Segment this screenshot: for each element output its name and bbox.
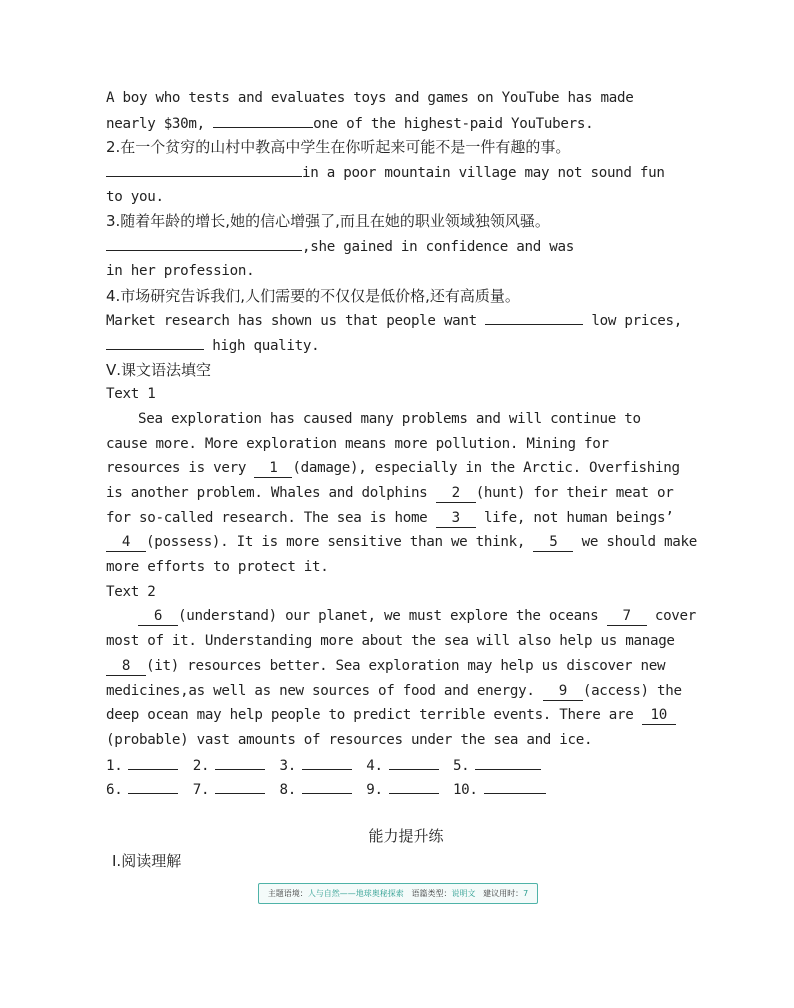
answer-blank[interactable] — [106, 234, 302, 251]
blank-number[interactable]: 3 — [436, 510, 476, 528]
text: resources is very — [106, 460, 247, 477]
text: is another problem. Whales and dolphins — [106, 485, 428, 501]
text-line: in her profession. — [106, 262, 255, 279]
answer-label: 3. — [279, 757, 296, 774]
answer-label: 7. — [192, 782, 210, 799]
text-title: Text 1 — [106, 386, 156, 403]
text-line — [106, 456, 706, 481]
answer-label: 10. — [452, 782, 478, 799]
answer-label: 1. — [106, 757, 123, 774]
answer-label: 8. — [279, 782, 296, 799]
text-line — [106, 679, 706, 704]
blank-number[interactable]: 4 — [106, 534, 146, 552]
answer-label: 4. — [366, 757, 383, 774]
time-value: 7 — [523, 889, 529, 898]
text-line — [106, 654, 706, 679]
blank-number[interactable]: 2 — [436, 485, 476, 503]
answer-blank[interactable] — [389, 777, 439, 794]
text: A boy who tests and evaluates toys and games on YouTube has made — [106, 90, 634, 106]
text: (access) the — [582, 682, 682, 699]
answer-blank[interactable] — [128, 753, 178, 770]
section-title: 能力提升练 — [368, 826, 444, 845]
text: ,she gained in confidence and was — [302, 239, 574, 256]
blank-number[interactable]: 7 — [607, 608, 647, 626]
answer-label: 9. — [366, 782, 383, 799]
question-3-chinese: 3.随着年龄的增长,她的信心增强了,而且在她的职业领域独领风骚。 — [106, 212, 550, 231]
blank-number[interactable]: 9 — [543, 683, 583, 701]
type-label: 语篇类型： — [411, 889, 452, 898]
text-line: (probable) vast amounts of resources under the sea and ice. — [106, 731, 593, 748]
text-line — [106, 308, 706, 333]
time-label: 建议用时： — [483, 889, 524, 898]
text-line — [106, 703, 706, 728]
context-tag-box — [258, 883, 538, 904]
text: low prices, — [591, 313, 683, 330]
answer-blank[interactable] — [485, 308, 583, 325]
blank-number[interactable]: 5 — [533, 534, 573, 552]
blank-number[interactable]: 10 — [642, 707, 676, 725]
blank-number[interactable]: 8 — [106, 658, 146, 676]
text: cover — [654, 608, 697, 625]
answer-blank[interactable] — [215, 753, 265, 770]
text: (damage), especially in the Arctic. Overfishing — [292, 460, 680, 477]
blank-number[interactable]: 1 — [254, 460, 292, 478]
answer-blank[interactable] — [106, 333, 204, 350]
text-line — [106, 86, 706, 111]
answer-blank[interactable] — [484, 777, 546, 794]
theme-value: 人与自然——地球奥秘探索 — [307, 889, 404, 898]
text-line — [106, 506, 706, 531]
section-heading: Ⅴ.课文语法填空 — [106, 360, 212, 379]
text: high quality. — [212, 337, 320, 354]
text: for so-called research. The sea is home — [106, 509, 428, 526]
answer-blank[interactable] — [475, 753, 541, 770]
text: (it) resources better. Sea exploration may help us discover new — [146, 657, 666, 674]
text: deep ocean may help people to predict terrible events. There are — [106, 707, 634, 724]
text-line — [106, 160, 706, 185]
answer-blank[interactable] — [302, 777, 352, 794]
document-page — [106, 86, 706, 873]
text: (possess). It is more sensitive than we think, — [146, 534, 526, 551]
text-line: most of it. Understanding more about the sea will also help us manage — [106, 633, 675, 650]
answer-blank[interactable] — [389, 753, 439, 770]
text: nearly $30m, — [106, 115, 205, 132]
text: Market research has shown us that people want — [106, 313, 477, 330]
answer-row — [106, 777, 706, 802]
text-line: cause more. More exploration means more pollution. Mining for — [106, 435, 609, 452]
answer-label: 6. — [106, 782, 123, 799]
text: medicines,as well as new sources of food and energy. — [106, 682, 535, 699]
text-line: more efforts to protect it. — [106, 559, 329, 576]
text-line: Sea exploration has caused many problems and will continue to — [138, 410, 641, 427]
reading-heading: Ⅰ.阅读理解 — [112, 851, 182, 870]
text: in a poor mountain village may not sound fun — [302, 165, 665, 182]
text: we should make — [581, 534, 698, 551]
text: one of the highest-paid YouTubers. — [313, 115, 594, 132]
text-title: Text 2 — [106, 583, 156, 600]
text-line: to you. — [106, 188, 164, 205]
text-line — [106, 333, 706, 358]
answer-blank[interactable] — [106, 160, 302, 177]
answer-row — [106, 753, 706, 778]
answer-label: 5. — [452, 757, 470, 774]
text: (hunt) for their meat or — [475, 485, 674, 501]
theme-label: 主题语境： — [267, 889, 308, 898]
answer-blank[interactable] — [302, 753, 352, 770]
question-2-chinese: 2.在一个贫穷的山村中教高中学生在你听起来可能不是一件有趣的事。 — [106, 138, 571, 157]
type-value: 说明文 — [451, 889, 476, 898]
text-line — [106, 481, 706, 506]
text-line — [106, 111, 706, 136]
question-4-chinese: 4.市场研究告诉我们,人们需要的不仅仅是低价格,还有高质量。 — [106, 286, 520, 305]
text-line — [106, 530, 706, 555]
text: (understand) our planet, we must explore the oceans — [178, 608, 599, 625]
answer-blank[interactable] — [213, 111, 313, 128]
answer-blank[interactable] — [215, 777, 265, 794]
text-line — [106, 234, 706, 259]
text: life, not human beings’ — [483, 509, 674, 526]
answer-label: 2. — [192, 757, 210, 774]
blank-number[interactable]: 6 — [138, 608, 178, 626]
answer-blank[interactable] — [128, 777, 178, 794]
text-line — [106, 604, 706, 629]
